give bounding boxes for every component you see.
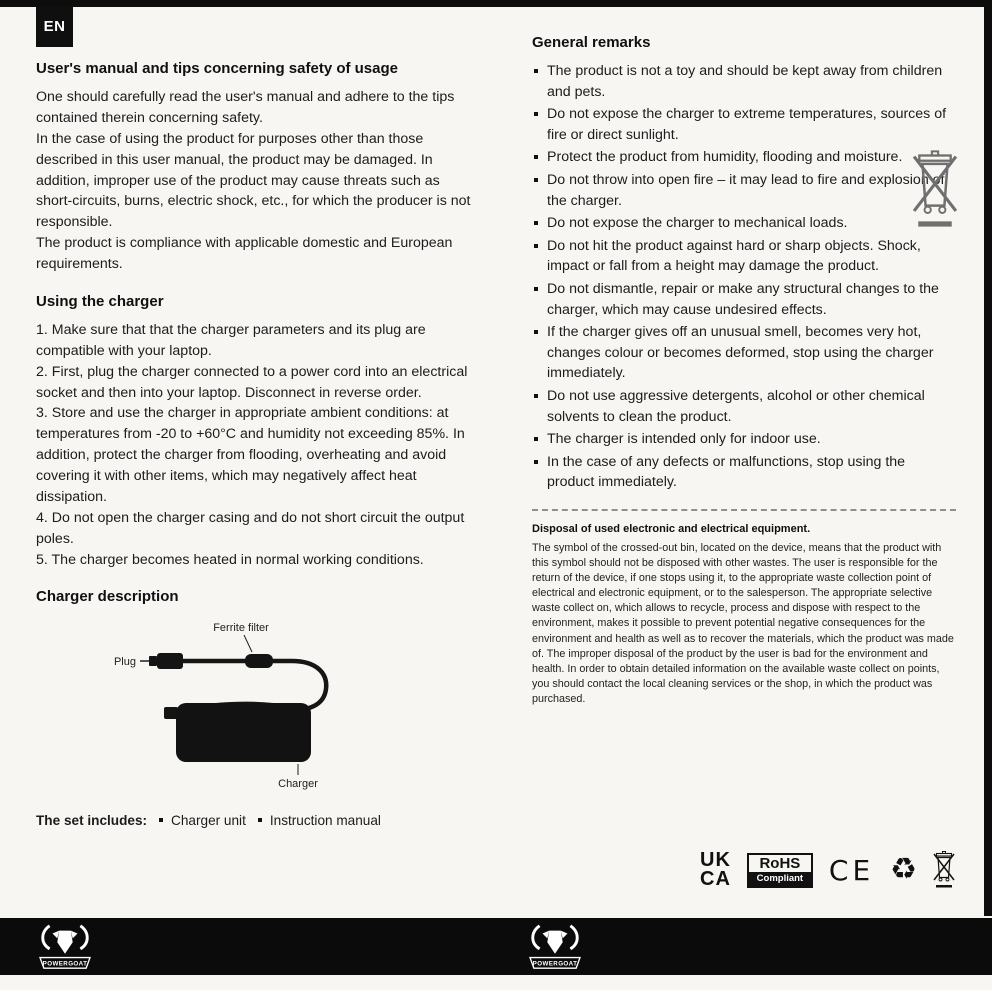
dashed-divider (532, 509, 956, 511)
set-includes-item: Charger unit (159, 813, 246, 828)
right-column (532, 34, 956, 707)
plug-label: Plug (113, 656, 136, 669)
ce-mark: CE (828, 853, 875, 887)
ukca-mark (700, 851, 731, 889)
weee-bin-icon (933, 850, 955, 890)
remark-item: Do not throw into open fire – it may lead to fire and explosion of the charger. (532, 170, 956, 211)
using-charger-heading: Using the charger (36, 292, 164, 310)
remark-item: Protect the product from humidity, flooding and moisture. (532, 147, 956, 168)
using-step: 4. Do not open the charger casing and do not short circuit the output poles. (36, 509, 465, 547)
charger-label: Charger (278, 778, 318, 791)
right-edge-bar (984, 0, 992, 916)
general-remarks-list (532, 61, 956, 493)
remark-item: The charger is intended only for indoor use. (532, 429, 956, 450)
rohs-mark (747, 853, 813, 888)
ukca-line-2: CA (700, 868, 731, 890)
general-remarks-heading: General remarks (532, 34, 651, 51)
safety-heading: User's manual and tips concerning safety of usage (36, 60, 398, 77)
rohs-name: RoHS (759, 854, 801, 872)
certification-marks (700, 846, 955, 894)
disposal-body: The symbol of the crossed-out bin, located on the device, means that the product with this symbol should not be disposed with other wastes. The user is responsible for the return of the device, if one stops using it, to the appropriate waste collection point of electrical and electronic equipment, or to the salesperson. The appropriate selective waste collect on, which allows to recycle, process and dispose with respect to the environment, makes it possible to prevent potential negative consequences for the environment and health as well as to recover the materials, which the product was made of. The improper disposal of the product by the user is bad for the environment and health. In order to obtain detailed information on the available waste collect on points, you should contact the local cleaning services or the shop, in which the product was purchased. (532, 541, 954, 705)
charger-diagram (36, 615, 472, 795)
remark-item: Do not use aggressive detergents, alcohol or other chemical solvents to clean the product. (532, 386, 956, 427)
weee-bin-icon (912, 140, 958, 240)
using-step: 5. The charger becomes heated in normal working conditions. (36, 551, 424, 568)
set-includes-row (36, 813, 472, 828)
set-includes-item: Instruction manual (258, 813, 381, 828)
brand-text: POWERGOAT (532, 960, 578, 968)
remark-item: The product is not a toy and should be kept away from children and pets. (532, 61, 956, 102)
using-step: 3. Store and use the charger in appropriate ambient conditions: at temperatures from -20 to +60°C and humidity not exceeding 85%. In addition, protect the charger from flooding, overheating and avoid covering it with other items, which may negatively affect heat dissipation. (36, 405, 465, 505)
remark-item: If the charger gives off an unusual smell, becomes very hot, changes colour or becomes deformed, stop using the charger immediately. (532, 322, 956, 384)
language-badge: EN (36, 6, 73, 47)
footer-band (0, 918, 992, 975)
top-edge-bar (0, 0, 992, 7)
charger-description-heading: Charger description (36, 588, 179, 606)
ferrite-filter-shape (245, 654, 273, 668)
plug-shape (149, 656, 157, 666)
recycle-icon: ♻ (890, 852, 918, 887)
safety-paragraph: The product is compliance with applicable domestic and European requirements. (36, 235, 453, 272)
powergoat-logo (526, 922, 584, 972)
remark-item: In the case of any defects or malfunctions, stop using the product immediately. (532, 452, 956, 493)
left-column (36, 60, 472, 828)
charger-body-shape (176, 703, 311, 762)
remark-item: Do not hit the product against hard or sharp objects. Shock, impact or fall from a height may damage the product. (532, 236, 956, 277)
remark-item: Do not dismantle, repair or make any structural changes to the charger, which may cause undesired effects. (532, 279, 956, 320)
using-step: 2. First, plug the charger connected to a power cord into an electrical socket and then into your laptop. Disconnect in reverse order. (36, 363, 468, 401)
safety-paragraph: In the case of using the product for purposes other than those described in this user manual, the product may be damaged. In addition, improper use of the product may cause threats such as short-circuits, burns, electric shock, etc., for which the producer is not responsible. (36, 130, 471, 231)
safety-paragraph: One should carefully read the user's manual and adhere to the tips contained therein concerning safety. (36, 89, 455, 126)
remark-item: Do not expose the charger to extreme temperatures, sources of fire or direct sunlight. (532, 104, 956, 145)
set-includes-label: The set includes: (36, 813, 148, 829)
ferrite-filter-label: Ferrite filter (213, 622, 269, 635)
using-step: 1. Make sure that that the charger parameters and its plug are compatible with your laptop. (36, 321, 426, 359)
rohs-compliant-label: Compliant (749, 872, 811, 886)
ukca-line-1: UK (700, 849, 731, 871)
disposal-heading: Disposal of used electronic and electrical equipment. (532, 522, 811, 535)
brand-text: POWERGOAT (42, 960, 88, 968)
powergoat-logo (36, 922, 94, 972)
remark-item: Do not expose the charger to mechanical loads. (532, 213, 956, 234)
